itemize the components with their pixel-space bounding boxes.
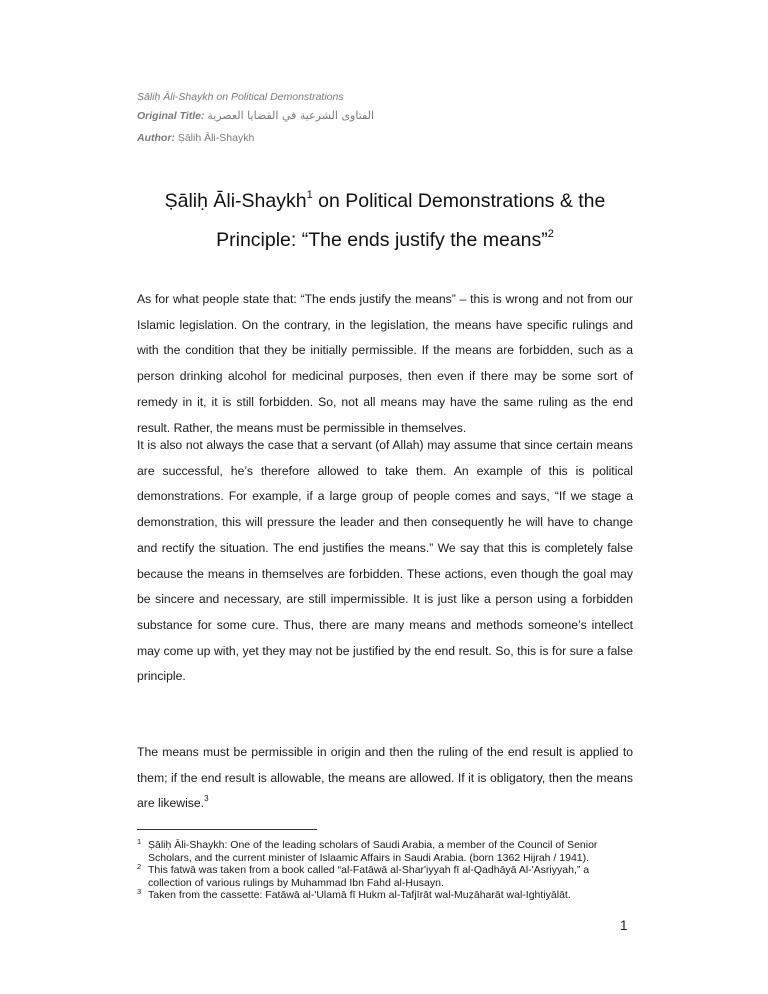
paragraph-3 — [137, 740, 633, 817]
author-value: Ṣāliḥ Āli-Shaykh — [177, 132, 255, 144]
footnote-text: This fatwā was taken from a book called “al-Fatāwā al-Shar'iyyah fī al-Qadhāyā Al-'Asriyyah,” a collection of various rulings by Muhammad Ibn Fahd al-Ḥusayn. — [148, 864, 590, 889]
footnote-ref-2: 2 — [547, 227, 554, 240]
footnote-number: 2 — [137, 862, 142, 871]
original-title-label: Original Title: — [137, 110, 205, 122]
footnote-3 — [137, 889, 635, 902]
footnote-number: 1 — [137, 837, 142, 846]
document-heading: Ṣāliḥ Āli-Shaykh on Political Demonstrations — [137, 91, 344, 103]
original-title — [137, 109, 374, 123]
original-title-value: الفتاوى الشرعية في القضايا العصرية — [207, 109, 375, 122]
page-title-line2 — [137, 229, 633, 252]
paragraph-1: As for what people state that: “The ends justify the means” – this is wrong and not from our Islamic legislation. On the contrary, in the legislation, the means have specific rulings and with the condition that they be initially permissible. If the means are forbidden, such as a person drinking alcohol for medicinal purposes, then even if there may be some sort of remedy in it, it is still forbidden. So, not all means may have the same ruling as the end result. Rather, the means must be permissible in themselves. — [137, 292, 633, 435]
author-line — [137, 131, 254, 145]
footnote-divider — [137, 829, 317, 830]
footnote-1 — [137, 839, 635, 864]
footnote-ref-3: 3 — [204, 794, 209, 804]
page-title-line1 — [137, 190, 633, 213]
footnote-number: 3 — [137, 887, 142, 896]
footnote-text: Taken from the cassette: Fatāwā al-'Ulamā fī Hukm al-Tafjīrāt wal-Muẓāharāt wal-Ightiyālāt. — [148, 889, 571, 901]
footnote-2 — [137, 864, 635, 889]
author-label: Author: — [137, 132, 175, 144]
title-rest: on Political Demonstrations & the — [312, 190, 606, 212]
title-principle: Principle: “The ends justify the means” — [216, 229, 548, 251]
footnote-ref-1: 1 — [306, 188, 313, 201]
title-author: Ṣāliḥ Āli-Shaykh — [164, 190, 307, 212]
paragraph-3-text: The means must be permissible in origin and then the ruling of the end result is applied to them; if the end result is allowable, the means are allowed. If it is obligatory, then the means are likewise. — [137, 745, 633, 811]
paragraph-2: It is also not always the case that a servant (of Allah) may assume that since certain means are successful, he’s therefore allowed to take them. An example of this is political demonstrations. For example, if a large group of people comes and says, “If we stage a demonstration, this will pressure the leader and then consequently he will have to change and rectify the situation. The end justifies the means.” We say that this is completely false because the means in themselves are forbidden. These actions, even though the goal may be sincere and necessary, are still impermissible. It is just like a person using a forbidden substance for some cure. Thus, there are many means and methods someone’s intellect may come up with, yet they may not be justified by the end result. So, this is for sure a false principle. — [137, 438, 633, 684]
page-number: 1 — [620, 918, 628, 933]
footnote-text: Ṣāliḥ Āli-Shaykh: One of the leading scholars of Saudi Arabia, a member of the Council of Senior Scholars, and the current minister of Islaamic Affairs in Saudi Arabia. (born 1362 Hijrah / 1941). — [148, 839, 598, 864]
